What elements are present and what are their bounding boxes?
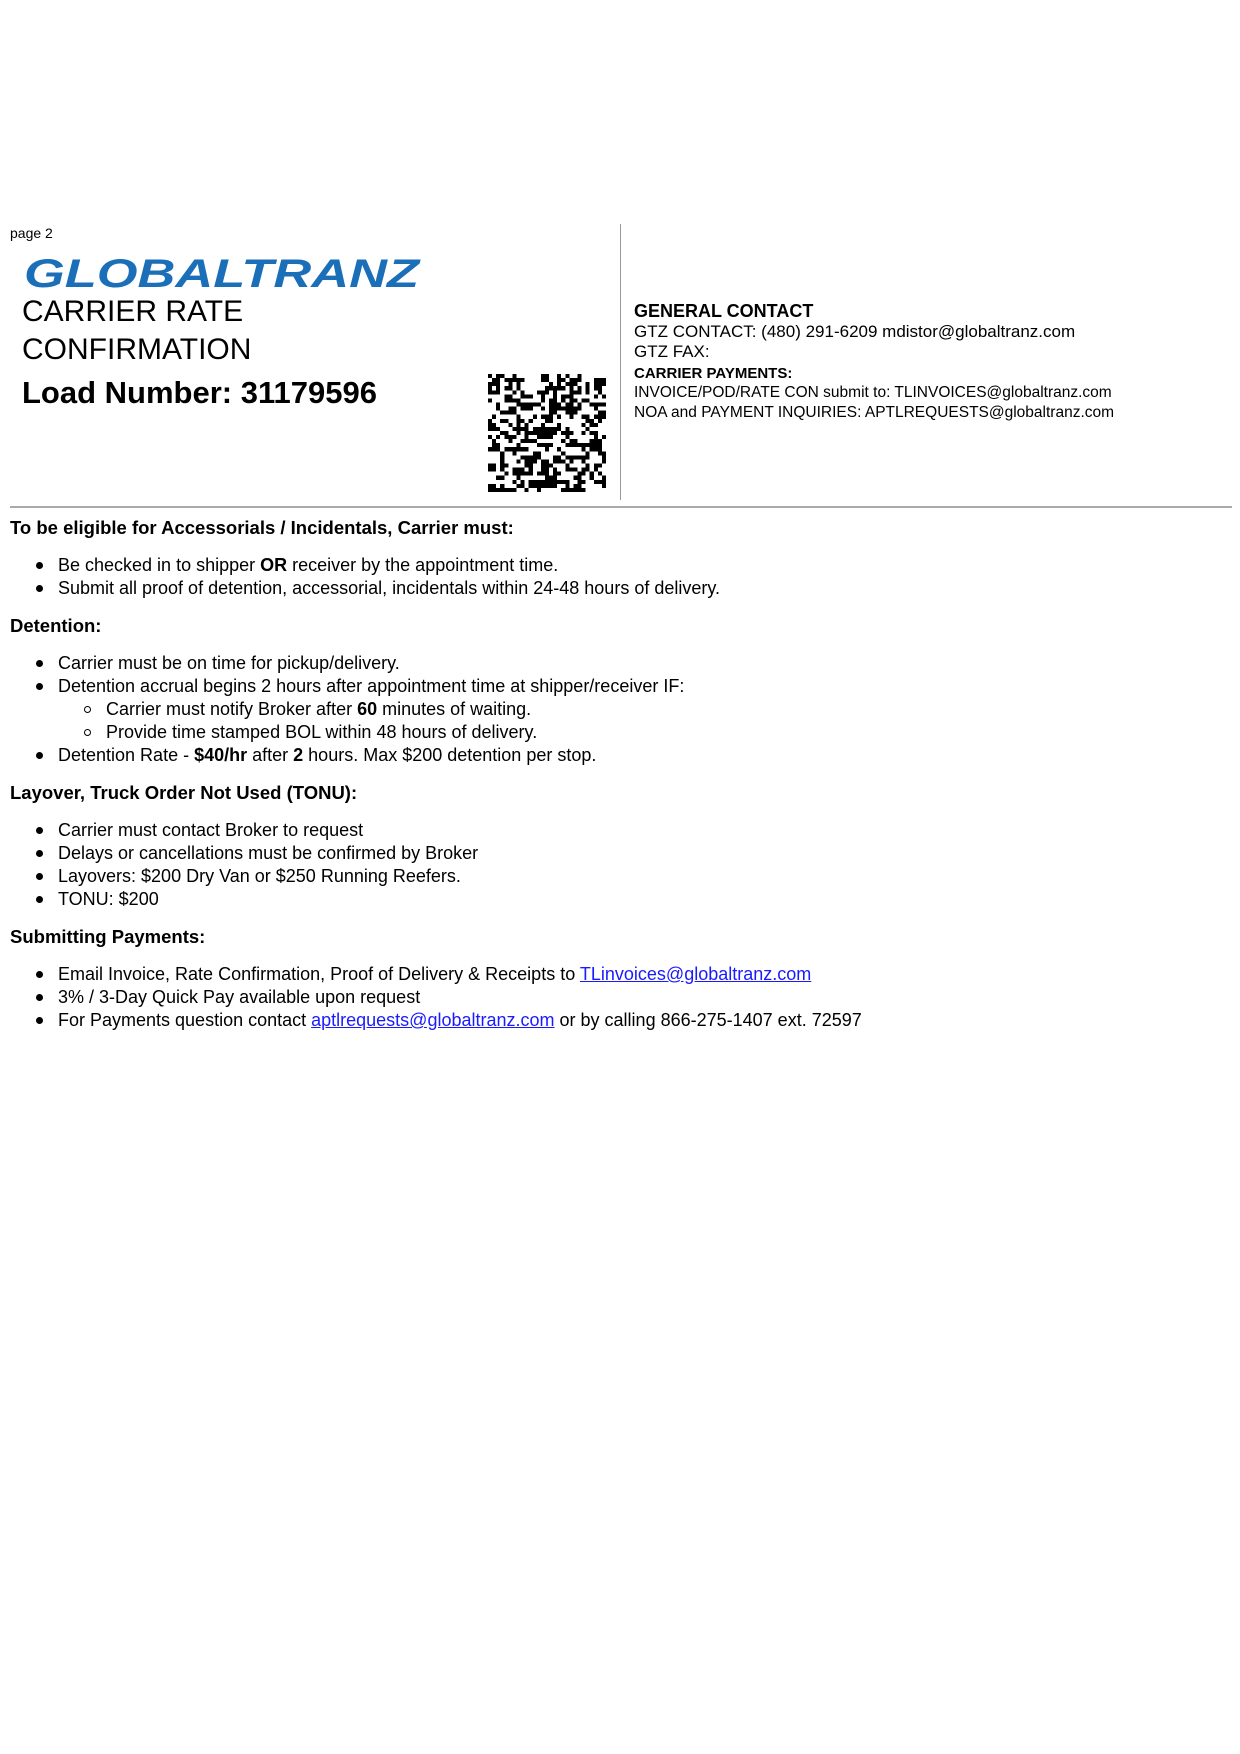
load-number: Load Number: 31179596 [22, 375, 377, 410]
list-item: Carrier must contact Broker to request [58, 819, 1230, 842]
header-divider [620, 224, 621, 500]
list-item: Email Invoice, Rate Confirmation, Proof of Delivery & Receipts to TLinvoices@globaltranz.com [58, 963, 1230, 986]
list-item: For Payments question contact aptlrequests@globaltranz.com or by calling 866-275-1407 ext. 72597 [58, 1009, 1230, 1032]
list-item: Detention Rate - $40/hr after 2 hours. Max $200 detention per stop. [58, 744, 1230, 767]
aptlrequests-email-link[interactable]: aptlrequests@globaltranz.com [311, 1010, 555, 1030]
eligibility-heading: To be eligible for Accessorials / Incidentals, Carrier must: [10, 517, 514, 538]
invoice-submit-line: INVOICE/POD/RATE CON submit to: TLINVOICES@globaltranz.com [634, 384, 1112, 401]
list-item: Delays or cancellations must be confirmed by Broker [58, 842, 1230, 865]
title-line-2: CONFIRMATION [22, 333, 252, 366]
layover-list [10, 819, 1230, 911]
tlinvoices-email-link[interactable]: TLinvoices@globaltranz.com [579, 964, 812, 984]
page-label: page 2 [10, 225, 53, 241]
detention-list [10, 652, 1230, 767]
list-item: Provide time stamped BOL within 48 hours of delivery. [106, 721, 1230, 744]
title-line-1: CARRIER RATE [22, 295, 244, 328]
terms-body [10, 516, 1230, 1046]
gtz-fax: GTZ FAX: [634, 342, 710, 361]
list-item: Be checked in to shipper OR receiver by the appointment time. [58, 554, 1230, 577]
list-item: Detention accrual begins 2 hours after appointment time at shipper/receiver IF: Carrier must notify Broker after 60 minutes of waiting. Provide time stamped BOL within 48 hours of delivery. [58, 675, 1230, 744]
document-title [22, 293, 251, 369]
payments-list [10, 963, 1230, 1032]
gtz-contact: GTZ CONTACT: (480) 291-6209 mdistor@globaltranz.com [634, 322, 1076, 341]
list-item: Carrier must notify Broker after 60 minutes of waiting. [106, 698, 1230, 721]
list-item: Carrier must be on time for pickup/delivery. [58, 652, 1230, 675]
list-item: Submit all proof of detention, accessorial, incidentals within 24-48 hours of delivery. [58, 577, 1230, 600]
general-contact-heading: GENERAL CONTACT [634, 301, 814, 321]
svg-text:GLOBALTRANZ: GLOBALTRANZ [24, 253, 422, 293]
qr-code [488, 374, 606, 492]
header-rule [10, 506, 1232, 508]
list-item: Layovers: $200 Dry Van or $250 Running Reefers. [58, 865, 1230, 888]
carrier-payments-heading: CARRIER PAYMENTS: [634, 365, 793, 382]
contact-block [634, 300, 1224, 423]
list-item: TONU: $200 [58, 888, 1230, 911]
globaltranz-logo [24, 253, 424, 293]
detention-heading: Detention: [10, 615, 102, 636]
noa-inquiries-line: NOA and PAYMENT INQUIRIES: APTLREQUESTS@globaltranz.com [634, 404, 1115, 421]
eligibility-list [10, 554, 1230, 600]
layover-heading: Layover, Truck Order Not Used (TONU): [10, 782, 358, 803]
payments-heading: Submitting Payments: [10, 926, 206, 947]
detention-sublist [58, 698, 1230, 744]
list-item: 3% / 3-Day Quick Pay available upon request [58, 986, 1230, 1009]
